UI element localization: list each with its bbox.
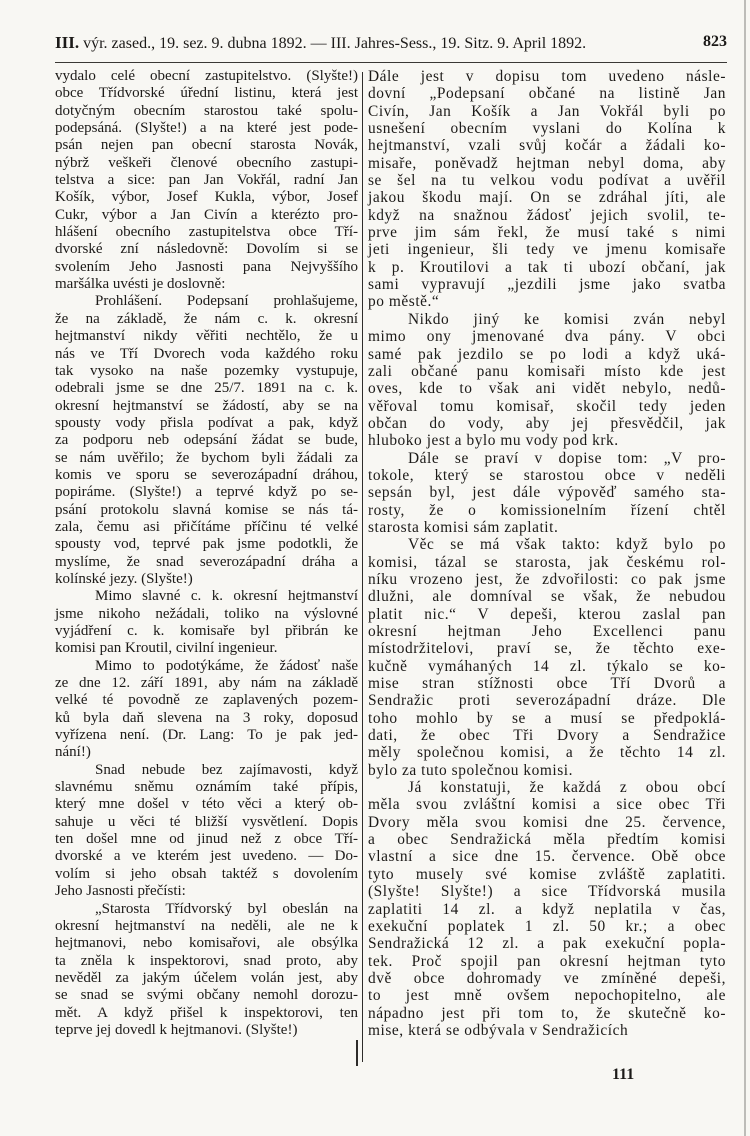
text-line: mise, která se odbývala v Sendražicích xyxy=(368,1021,629,1039)
text-line: svolením Jeho Jasnosti pana Nejvyššího xyxy=(55,258,358,275)
text-line: obce Třídvorské úřední listinu, která jest xyxy=(55,85,358,102)
text-line: zali občané panu komisaři místo kde jest xyxy=(368,362,726,380)
text-line: nání!) xyxy=(55,744,91,761)
paragraph xyxy=(368,536,726,779)
header-rule xyxy=(55,62,727,63)
text-line: tyto musely své komise zvláště zaplatiti. xyxy=(368,865,726,883)
text-line: Civín, Jan Košík a Jan Vokřál byli po xyxy=(368,102,726,120)
text-line: psání protokolu slavná komise se nás tá- xyxy=(55,501,358,518)
text-line: dvě obce dohromady ve zmíněné depeši, xyxy=(368,969,726,987)
text-line: rosty, že o komissionelním řízení chtěl xyxy=(368,501,726,519)
text-line: exekuční poplatek 1 zl. 50 kr.; a obec xyxy=(368,917,726,935)
text-line: Mimo to podotýkáme, že žádosť naše xyxy=(95,657,358,674)
text-line: za podporu neb odepsání žádat se bude, xyxy=(55,432,358,449)
text-line: hluboko jest a bylo mu vody pod krk. xyxy=(368,432,619,450)
text-line: dovní „Podepsaní občané na listině Jan xyxy=(368,85,726,103)
text-line: Já konstatuji, že každá z obou obcí xyxy=(408,779,726,797)
text-line: Jeho Jasnosti přečísti: xyxy=(55,883,186,900)
text-line: bylo za tuto společnou komisi. xyxy=(368,761,574,779)
text-line: že na základě, že nám c. k. okresní xyxy=(55,310,358,327)
paragraph xyxy=(55,68,358,293)
column-divider-tail xyxy=(356,1040,358,1066)
text-line: Nikdo jiný ke komisi zván nebyl xyxy=(408,310,726,328)
text-line: slavnému sněmu oznámím také přípis, xyxy=(55,779,358,796)
text-line: psán nejen pan obecní starosta Novák, xyxy=(55,137,358,154)
text-line: popiráme. (Slyšte!) a teprvé když po se- xyxy=(55,484,358,501)
text-line: „Starosta Třídvorský byl obeslán na xyxy=(95,900,358,917)
text-line: a obec Sendražická měla předtím komisi xyxy=(368,831,726,849)
text-line: měly společnou komisi, a že těchto 14 zl. xyxy=(368,744,726,762)
text-line: toho mohlo by se a musí se předpoklá- xyxy=(368,709,726,727)
text-line: mise stran stížnosti obce Tří Dvorů a xyxy=(368,675,726,693)
text-line: Věc se má však takto: když bylo po xyxy=(408,536,726,554)
text-line: níku vrozeno jest, že zdvořilosti: co pak jsme xyxy=(368,570,726,588)
text-line: komisi pan Kroutil, civilní ingenieur. xyxy=(55,640,278,657)
text-line: mimo ony jmenované dva pány. V obci xyxy=(368,328,726,346)
paragraph xyxy=(55,293,358,588)
signature-mark: 111 xyxy=(612,1066,635,1083)
text-line: vlastní a sice dne 15. července. Obě obce xyxy=(368,848,726,866)
paragraph xyxy=(368,68,726,311)
text-line: usnešení obecním vyslani do Kolína k xyxy=(368,120,726,138)
text-line: tokole, který se starostou obce v neděli xyxy=(368,466,726,484)
text-line: maršálka uvésti je doslovně: xyxy=(55,276,226,293)
text-line: měla svou zvláštní komisi a sice obec Tři xyxy=(368,796,726,814)
text-line: zala, čemu asi přičítáme příčinu té velké xyxy=(55,518,358,535)
text-line: se nám uvěřilo; že bychom byli žádali za xyxy=(55,449,358,466)
text-line: Prohlášení. Podepsaní prohlašujeme, xyxy=(95,293,358,310)
paragraph xyxy=(55,762,358,901)
header-title-text: výr. zased., 19. sez. 9. dubna 1892. — III. Jahres-Sess., 19. Sitz. 9. April 1892. xyxy=(79,35,587,52)
text-line: podepsáná. (Slyšte!) a na které jest pode- xyxy=(55,120,358,137)
text-line: hejtmanství nikdy věřiti nechtělo, že u xyxy=(55,328,358,345)
text-line: spousty vod, teprvé pak jsme podotkli, že xyxy=(55,536,358,553)
text-line: to jest mně ovšem nepochopitelno, ale xyxy=(368,987,726,1005)
text-line: sami vypravují „jezdili jsme jako svatba xyxy=(368,276,726,294)
header-title xyxy=(55,33,586,53)
text-line: starosta komisi sám zaplatit. xyxy=(368,518,559,536)
text-line: Snad nebude bez zajímavosti, když xyxy=(95,761,358,778)
text-line: telstva a sice: pan Jan Vokřál, radní Jan xyxy=(55,172,358,189)
paragraph xyxy=(55,658,358,762)
text-line: dvorské zní následovně: Dovolím si se xyxy=(55,241,358,258)
text-line: nýbrž veškeři členové obecního zastupi- xyxy=(55,154,358,171)
text-line: dati, že obec Tři Dvory a Sendražice xyxy=(368,727,726,745)
text-line: hejtmanství, vzali svůj kočár a žádali ko- xyxy=(368,137,726,155)
text-line: Sendražic proti severozápadní dráze. Dle xyxy=(368,692,726,710)
text-line: sepsán byl, jest dále výpověď samého sta- xyxy=(368,484,726,502)
text-line: mět. A když přišel k inspektorovi, ten xyxy=(55,1004,358,1021)
text-line: místodržitelovi, praví se, že těchto exe- xyxy=(368,640,726,658)
text-line: sahuje u věci té bližší vysvětlení. Dopis xyxy=(55,813,358,830)
text-line: Cukr, výbor a Jan Civín a kterézto pro- xyxy=(55,206,358,223)
text-line: hejtmanovi, nebo komisařovi, ale obsýlka xyxy=(55,935,358,952)
text-line: (Slyšte! Slyšte!) a sice Třídvorská musila xyxy=(368,883,726,901)
text-line: dlužni, ale domníval se však, že nebudou xyxy=(368,588,726,606)
text-line: kučně vymáhaných 14 zl. týkalo se ko- xyxy=(368,657,726,675)
text-line: myslíme, že snad severozápadní dráha a xyxy=(55,553,358,570)
text-line: po městě.“ xyxy=(368,293,440,311)
left-column xyxy=(55,68,358,1039)
text-line: ten došel mne od jinud než z obce Tří- xyxy=(55,831,358,848)
text-line: velké té povodně ze zaplavených pozem- xyxy=(55,692,358,709)
text-line: nápadno jest při tom to, že skutečně ko- xyxy=(368,1004,726,1022)
text-line: Sendražická 12 zl. a pak exekuční popla- xyxy=(368,935,726,953)
text-line: komis ve sporu se severozápadní dráhou, xyxy=(55,466,358,483)
page-number: 823 xyxy=(703,33,727,50)
text-line: nás ve Tří Dvorech voda každého roku xyxy=(55,345,358,362)
scan-edge xyxy=(744,0,746,1136)
text-line: občan do vody, aby jej přesvědčil, jak xyxy=(368,414,726,432)
paragraph xyxy=(368,450,726,537)
text-line: tek. Proč spojil pan okresní hejtman tyto xyxy=(368,952,726,970)
text-line: ze dne 12. září 1891, aby nám na základě xyxy=(55,675,358,692)
text-line: tak vysoko na naše pozemky vystupuje, xyxy=(55,362,358,379)
text-line: Košík, výbor, Josef Kukla, výbor, Josef xyxy=(55,189,358,206)
text-line: misaře, poněvadž hejtman nebyl doma, aby xyxy=(368,154,726,172)
text-line: okresní hejtmanství se žádostí, aby se na xyxy=(55,397,358,414)
paragraph xyxy=(55,588,358,657)
text-line: zaplatiti 14 zl. a když neplatila v čas, xyxy=(368,900,726,918)
text-line: k p. Kroutilovi a tak ti ubozí občaní, jak xyxy=(368,258,726,276)
paragraph xyxy=(368,779,726,1039)
text-line: jsme nikoho nežádali, toliko na výslovné xyxy=(55,605,358,622)
text-line: Dále se praví v dopise tom: „V pro- xyxy=(408,449,726,467)
text-line: když na snažnou žádosť jejich svolil, te- xyxy=(368,206,726,224)
text-line: odebrali jsme se dne 25/7. 1891 na c. k. xyxy=(55,380,358,397)
text-line: okresní hejtmanství na neděli, ale ne k xyxy=(55,917,358,934)
text-line: kolínské jezy. (Slyšte!) xyxy=(55,570,193,587)
running-header xyxy=(55,33,727,61)
text-line: volím si jeho obsah taktéž s dovolením xyxy=(55,865,358,882)
text-line: ků byla daň slevena na 3 roky, doposud xyxy=(55,709,358,726)
text-line: jeti ingenieur, šli tedy ve jmenu komisaře xyxy=(368,241,726,259)
text-line: platit nic.“ V depeši, kterou zaslal pan xyxy=(368,605,726,623)
text-line: vyřízena není. (Dr. Lang: To je pak jed- xyxy=(55,727,358,744)
text-line: okresní hejtman Jeho Excellenci panu xyxy=(368,623,726,640)
text-line: vydalo celé obecní zastupitelstvo. (Slyšte!) xyxy=(55,68,358,84)
text-line: Dvory měla svou komisi dne 25. července, xyxy=(368,813,726,831)
text-line: jakou škodu mají. On se zdráhal jíti, ale xyxy=(368,189,726,207)
text-line: se snad se svými občany nemohl dorozu- xyxy=(55,987,358,1004)
text-line: Dále jest v dopisu tom uvedeno násle- xyxy=(368,68,726,85)
text-line: dvorské a ve kterém jest uvedeno. — Do- xyxy=(55,848,358,865)
text-line: oves, kde to však ani vidět nebylo, nedů- xyxy=(368,380,726,398)
column-divider xyxy=(362,72,363,1062)
text-line: věřoval tomu komisař, skočil tedy jeden xyxy=(368,397,726,415)
text-line: Mimo slavné c. k. okresní hejtmanství xyxy=(95,588,358,605)
text-line: vyjádření c. k. komisaře byl přibrán ke xyxy=(55,623,358,639)
text-line: samé pak jezdilo se po lodi a když uká- xyxy=(368,345,726,363)
text-line: komisi, tázal se starosta, jak českému rol- xyxy=(368,553,726,571)
text-line: nevěděl za jakým účelem volán jest, aby xyxy=(55,969,358,986)
text-line: teprve jej dovedl k hejtmanovi. (Slyšte!) xyxy=(55,1021,298,1038)
text-line: ta zněla k inspektorovi, snad proto, aby xyxy=(55,952,358,969)
text-line: spousty vody přisla podívat a pak, když xyxy=(55,414,358,431)
text-line: prve jim sám řekl, že musí také s nimi xyxy=(368,224,726,242)
text-line: se šel na tu velkou vodu podívat a uvěřil xyxy=(368,172,726,190)
header-session: III. xyxy=(55,33,80,52)
text-line: hlášení obecního zastupitelstva obce Tří- xyxy=(55,224,358,241)
paragraph xyxy=(55,901,358,1040)
text-line: dotyčným obecním starostou také spolu- xyxy=(55,102,358,119)
paragraph xyxy=(368,311,726,450)
text-line: který mne došel v této věci a který ob- xyxy=(55,796,358,813)
right-column xyxy=(368,68,726,1039)
